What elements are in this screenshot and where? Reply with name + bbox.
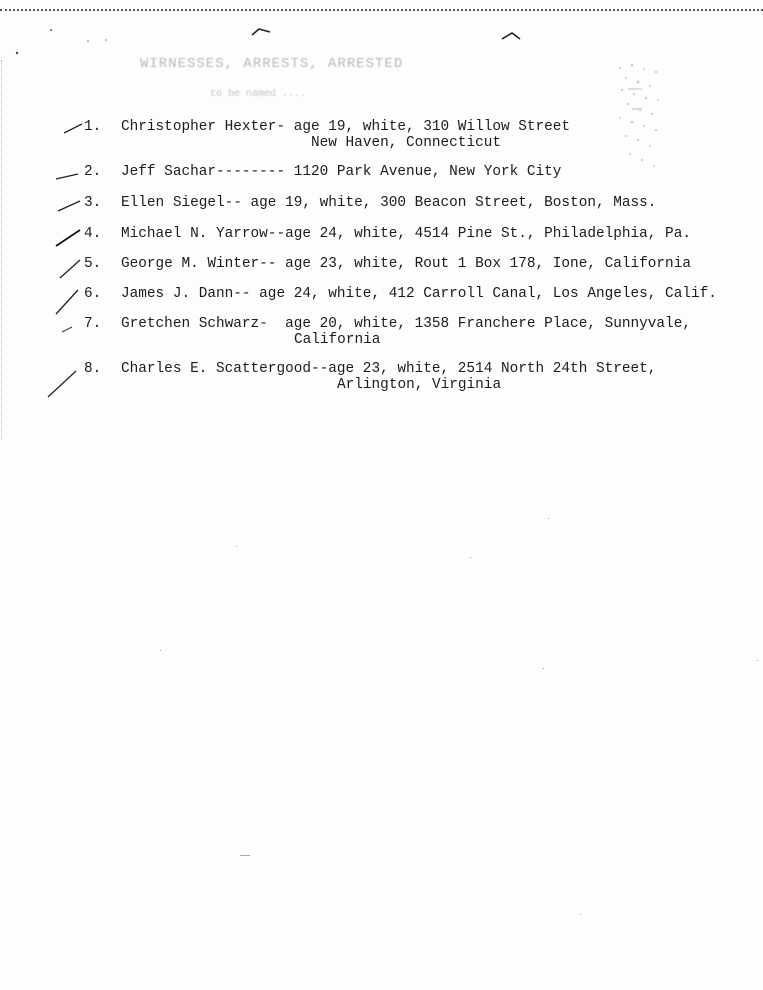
list-item [0,316,763,348]
check-tick-icon [62,121,86,135]
check-tick-icon [60,322,80,334]
item-number: 3. [84,195,102,211]
list-item [0,226,763,244]
list-item [0,286,763,304]
speck [470,557,471,558]
list-item [0,361,763,393]
stray-dot [12,48,22,58]
speck [757,660,758,661]
speck [236,546,237,547]
item-text: George M. Winter-- age 23, white, Rout 1 Box 178, Ione, California [121,256,691,272]
page-top-edge [0,9,763,13]
item-number: 5. [84,256,102,272]
caret-mark [250,26,274,38]
item-text: Christopher Hexter- age 19, white, 310 Willow Street [121,119,571,135]
item-text: James J. Dann-- age 24, white, 412 Carroll Canal, Los Angeles, Calif. [121,286,717,302]
item-text: Michael N. Yarrow--age 24, white, 4514 Pine St., Philadelphia, Pa. [121,226,691,242]
item-text-continued: Arlington, Virginia [337,377,502,393]
item-text-continued: California [294,332,381,348]
item-text: Gretchen Schwarz- age 20, white, 1358 Franchere Place, Sunnyvale, [121,316,691,332]
stray-dots [48,28,118,58]
item-number: 8. [84,361,102,377]
check-tick-icon [56,197,84,213]
faded-subheader: to be named .... [210,89,307,100]
item-text: Jeff Sachar-------- 1120 Park Avenue, New York City [121,164,562,180]
check-tick-icon [58,256,84,280]
list-item [0,164,763,182]
speck [543,668,544,669]
list-item [0,195,763,213]
list-item [0,119,763,151]
speck [580,914,581,915]
faint-stamp [610,60,668,172]
check-tick-icon [54,286,84,316]
item-number: 1. [84,119,102,135]
list-item [0,256,763,274]
item-text: Ellen Siegel-- age 19, white, 300 Beacon Street, Boston, Mass. [121,195,657,211]
speck [240,855,250,856]
item-number: 2. [84,164,102,180]
item-text-continued: New Haven, Connecticut [311,135,501,151]
item-text: Charles E. Scattergood--age 23, white, 2514 North 24th Street, [121,361,657,377]
item-number: 6. [84,286,102,302]
check-tick-icon [46,365,80,399]
check-tick-icon [54,169,82,181]
speck [548,518,549,519]
item-number: 7. [84,316,102,332]
speck [160,650,161,651]
check-tick-icon [54,226,84,248]
caret-mark [500,30,524,42]
item-number: 4. [84,226,102,242]
faded-header: WIRNESSES, ARRESTS, ARRESTED [140,56,404,72]
